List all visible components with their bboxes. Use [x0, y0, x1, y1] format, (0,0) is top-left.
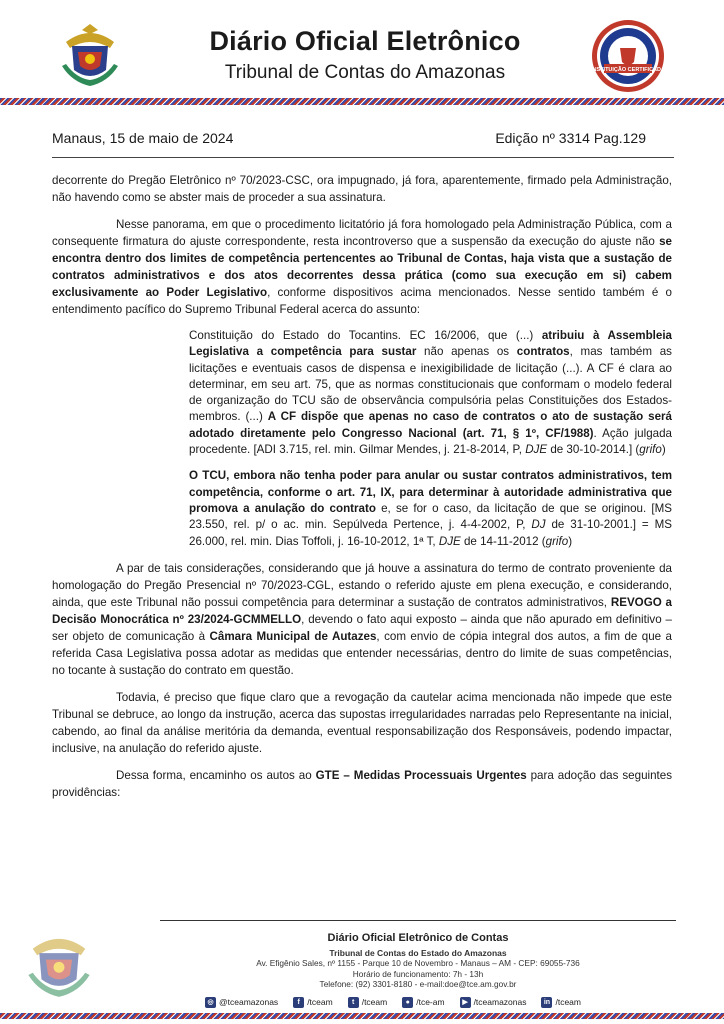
footer-org: Tribunal de Contas do Estado do Amazonas: [329, 948, 507, 958]
text-run: , devendo o fato aqui exposto – ainda que não apurado em definitivo – ser objeto de comunicação à: [52, 612, 672, 643]
page-subtitle: Tribunal de Contas do Amazonas: [224, 62, 506, 83]
bold-run: se encontra dentro dos limites de competência pertencentes ao Tribunal de Contas, haja vista que a sustação de contratos administrativos e dos atos decorrentes dessa prática (como sua execução em si) cabem exclusivamente ao Poder Legislativo: [52, 235, 672, 299]
certification-seal-icon: [590, 18, 666, 94]
seal-text: INSTITUIÇÃO CERTIFICADA: [591, 67, 665, 73]
social-label: /tce-am: [416, 997, 445, 1007]
social-links: [205, 995, 685, 1009]
amazonas-crest-icon: [58, 22, 122, 90]
footer-text: [160, 932, 676, 990]
text-run: Todavia, é preciso que fique claro que a revogação da cautelar acima mencionada não impede que este Tribunal se debruce, ao longo da instrução, acerca das supostas irregularidades narradas pelo Representante na inicial, cabendo, ao final da análise meritória da demanda, eventual responsabilização dos Responsáveis, podendo impactar, inclusive, na anulação do referido ajuste.: [52, 690, 672, 755]
italic-run: grifo: [545, 534, 569, 548]
page-footer: [0, 920, 724, 1024]
text-run: ): [661, 443, 666, 457]
social-label: /tceam: [361, 997, 388, 1007]
bold-run: A CF dispõe que apenas no caso de contratos o ato de sustação será adotado diretamente pelo Congresso Nacional (art. 71, § 1º, CF/1988): [189, 410, 672, 440]
paragraph-5: [52, 767, 672, 801]
text-run: decorrente do Pregão Eletrônico nº 70/2023-CSC, ora impugnado, já fora, aparentemente, firmado pela Administração, não havendo como se abster mais de proceder a sua assinatura.: [52, 174, 672, 204]
footer-divider: [160, 920, 676, 921]
twitter-icon: t: [348, 997, 359, 1008]
footer-crest-icon: [24, 926, 94, 1002]
bold-run: contratos: [516, 345, 570, 359]
paragraph-2: [52, 216, 672, 318]
italic-run: DJE: [525, 443, 548, 457]
linkedin-icon: in: [541, 997, 552, 1008]
footer-band: [0, 1013, 724, 1019]
bold-run: GTE – Medidas Processuais Urgentes: [315, 768, 527, 782]
text-run: Nesse panorama, em que o procedimento licitatório já fora homologado pela Administração Pública, com a consequente firmatura do ajuste correspondente, resta incontroverso que a suspensão da execução do ajuste não: [52, 218, 672, 248]
document-body: [52, 172, 672, 811]
header-band: [0, 98, 724, 105]
text-run: , com envio de cópia integral dos autos, a fim de que a referida Casa Legislativa possa adotar as medidas que entender necessárias, dentro do limite de suas competências, no tocante à sustação do contrato em questão.: [52, 629, 673, 677]
quote-1: [189, 328, 672, 458]
text-run: , conforme dispositivos acima mencionados. Nesse sentido também é o entendimento pacífico do Supremo Tribunal Federal acerca do assunto:: [52, 286, 672, 316]
italic-run: grifo: [639, 443, 662, 457]
social-label: /tceam: [307, 997, 333, 1007]
youtube-icon: ▶: [460, 997, 471, 1008]
bold-run: Câmara Municipal de Autazes: [209, 629, 377, 643]
text-run: para adoção das seguintes providências:: [52, 768, 673, 799]
italic-run: DJE: [438, 534, 461, 548]
social-label: @tceamazonas: [219, 997, 279, 1007]
footer-contact: Telefone: (92) 3301-8180 - e-mail:doe@tce.am.gov.br: [319, 979, 517, 989]
text-run: e, se for o caso, da licitação de que se originou. [MS 23.550, rel. p/ o ac. min. Sepúlveda Pertence, j. 4-4-2002, P,: [189, 501, 673, 532]
text-run: de 14-11-2012 (: [460, 534, 546, 548]
paragraph-4: [52, 689, 672, 757]
text-run: de 31-10-2001.] = MS 26.000, rel. min. Dias Toffoli, j. 16-10-2012, 1ª T,: [189, 518, 672, 548]
footer-title: Diário Oficial Eletrônico de Contas: [327, 932, 509, 944]
header-divider: [52, 157, 674, 158]
instagram-icon: ◎: [205, 997, 216, 1008]
social-label: /tceamazonas: [473, 997, 527, 1007]
social-link-twitter[interactable]: [348, 997, 388, 1008]
bold-run: REVOGO a Decisão Monocrática nº 23/2024-GCMMELLO: [52, 595, 673, 626]
bold-run: atribuiu à Assembleia Legislativa a competência para sustar: [189, 329, 672, 359]
social-label: /tceam: [555, 997, 581, 1007]
text-run: A par de tais considerações, considerando que já houve a assinatura do termo de contrato proveniente da homologação do Pregão Presencial nº 70/2023-CGL, estando o referido ajuste em plena execução, e considerando, ainda, que este Tribunal não possui competência para determinar a sustação de contratos administrativos,: [52, 561, 672, 609]
text-run: de 30-10-2014.] (: [547, 443, 640, 457]
text-run: ): [568, 534, 573, 548]
publication-date: Manaus, 15 de maio de 2024: [52, 130, 234, 146]
footer-address: Av. Efigênio Sales, nº 1155 - Parque 10 de Novembro - Manaus – AM - CEP: 69055-736: [256, 958, 580, 968]
page-header: [0, 0, 724, 100]
text-run: Constituição do Estado do Tocantins. EC 16/2006, que (...): [189, 329, 542, 342]
page-title: Diário Oficial Eletrônico: [209, 26, 521, 56]
social-link-linkedin[interactable]: [541, 997, 581, 1008]
paragraph-1: [52, 172, 672, 206]
text-run: Dessa forma, encaminho os autos ao: [116, 768, 316, 782]
social-link-instagram[interactable]: [205, 997, 278, 1008]
edition-number: Edição nº 3314 Pag.129: [495, 130, 646, 146]
bold-run: O TCU, embora não tenha poder para anular ou sustar contratos administrativos, tem competência, conforme o art. 71, IX, para determinar à autoridade administrativa que promova a anulação do contrato: [189, 469, 672, 515]
quote-2: [189, 468, 672, 549]
text-run: . Ação julgada procedente. [ADI 3.715, rel. min. Gilmar Mendes, j. 21-8-2014, P,: [189, 426, 672, 457]
social-link-youtube[interactable]: [460, 997, 527, 1008]
facebook-icon: f: [293, 997, 304, 1008]
social-link-facebook[interactable]: [293, 997, 333, 1008]
paragraph-3: [52, 560, 672, 679]
flickr-icon: ●: [402, 997, 413, 1008]
text-run: , mas também as licitações e eventuais casos de dispensa e inexigibilidade de licitação (...). A CF é clara ao determinar, em seu art. 75, que as normas constitucionais que conformam o modelo federal de organização do TCU são de observância compulsória pelas Constituições dos Estados-membros. (...): [189, 345, 672, 424]
footer-hours: Horário de funcionamento: 7h - 13h: [352, 968, 484, 979]
italic-run: DJ: [531, 518, 546, 532]
social-link-flickr[interactable]: [402, 997, 444, 1008]
text-run: não apenas os: [416, 345, 517, 359]
